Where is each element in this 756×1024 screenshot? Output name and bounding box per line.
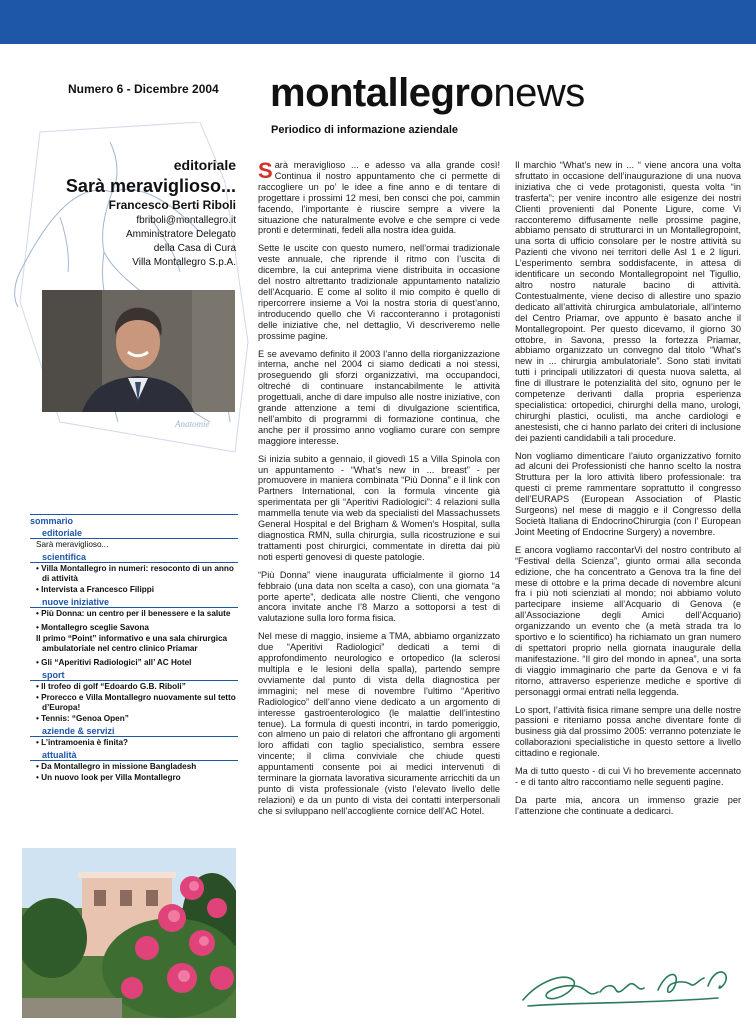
article-paragraph: E ancora vogliamo raccontarVi del nostro contributo al “Festival della Scienza”, giunto ormai alla seconda edizione, che ha concentrato a Genova tra la fine del mese di ottobre e la prima decade di novembre alcuni fra i più noti scienziati al mondo; noi abbiamo voluto partecipare insieme all’Acquario di Genova (e all’Associazione degli Amici dell’Acquario) organizzando un evento che (a metà strada tra lo sportivo e lo scientifico) ha richiamato un gran numero di spettatori proprio nella giornata inaugurale della manifestazione. “Il giro del mondo in apnea”, una sorta di viaggio immaginario che parte da Genova e vi fa ritorno, attraverso esperienze mediche e sportive di personaggi ormai entrati nella leggenda. [515,544,741,697]
logo-bold-part: montallegro [270,71,494,115]
toc-section-attualita [30,750,238,783]
toc-section-head: editoriale [30,528,238,539]
article-paragraph: E se avevamo definito il 2003 l’anno della riorganizzazione interna, anche nel 2004 ci siamo dedicati a noi stessi, proseguendo gli sforzi organizzativi, ma occupandoci, oltreché di continuare instancabilmente le attività progettuali, anche di dare impulso alle nostre iniziative, con grande attenzione a temi di divulgazione scientifica, nell’ambito di programmi di formazione continua, che anche per il prossimo anno vogliamo curare con sempre maggiore interesse. [258,348,500,446]
article-paragraph [258,160,500,236]
editorial-author-info [60,214,236,270]
newsletter-logo [270,70,585,116]
article-paragraph: Lo sport, l’attività fisica rimane sempre una delle nostre passioni e riteniamo possa anche diventare fonte di business già dal prossimo 2005: verranno potenziate le collaborazioni specialistiche in questo settore a livello cittadino e regionale. [515,704,741,759]
toc-title: sommario [30,514,238,526]
logo-light-part: news [493,71,585,115]
editorial-title: Sarà meraviglioso... [65,176,236,196]
toc-item[interactable]: • Tennis: “Genoa Open” [30,714,238,724]
article-paragraph: Da parte mia, ancora un immenso grazie per l’attenzione che continuate a dedicarci. [515,794,741,816]
issue-number: Numero 6 - Dicembre 2004 [68,82,219,96]
article-paragraph: Ma di tutto questo - di cui Vi ho brevemente accennato - e di tanto altro raccontiamo nelle seguenti pagine. [515,766,741,787]
author-signature [518,962,743,1012]
article-paragraph: “Più Donna” viene inaugurata ufficialmente il giorno 14 febbraio (una data non scelta a caso), con una giornata “a porte aperte”, dedicata alle nostre Clienti, che vengono ancora invitate anche l’8 Marzo a sottoporsi a test di valutazione sulla loro forma fisica. [258,569,500,624]
villa-flowers-photo [22,848,236,1018]
toc-item[interactable]: Il primo “Point” informativo e una sala chirurgica ambulatoriale nel centro clinico Priamar [36,634,228,653]
author-org-line2: Villa Montallegro S.p.A. [132,257,236,268]
article-paragraph: Non vogliamo dimenticare l’aiuto organizzativo fornito ad alcuni dei Professionisti che hanno scelto la nostra Struttura per la loro attività libero professionale: tra questi ci preme rammentare soprattutto il congresso dell’EURAPS (European Association of Plastic Surgeons) nel mese di maggio e il Congresso della Società Italiana di EndocrinoChirurgia (con l’ European Joint Meeting of Endocrine Surgery) a novembre. [515,450,741,537]
top-color-bar [0,0,756,44]
article-paragraph: Sette le uscite con questo numero, nell’ormai tradizionale veste annuale, che riprende il ritmo con l’uscita di dicembre, la cui anteprima viene distribuita in occasione del nostro altrettanto tradizionale appuntamento natalizio dell’Acquario. E come al solito il mio compito è quello di ripercorrere insieme a Voi la nostra storia di quest’anno, introducendo quello che Vi racconteranno i protagonisti delle iniziative che, nel dettaglio, Vi descriveremo nelle prossime pagine. [258,243,500,341]
toc-section-sport [30,670,238,724]
toc-section-head: aziende & servizi [30,726,238,737]
article-paragraph: Il marchio “What’s new in ... “ viene ancora una volta sfruttato in occasione dell’inaugurazione di una nuova iniziativa che ci vede protagonisti, questa volta “in trasferta”; per venire incontro alle esigenze dei nostri Clienti provenienti dal Ponente Ligure, come Vi racconteremo diffusamente nelle prossime pagine, abbiamo pensato di strutturarci in un Montallegropoint, una sorta di ufficio consolare per le nostre attività su Pazienti che vivono nei territori delle Asl 1 e 2 liguri. L’esperimento sembra soddisfacente, in attesa di identificare un secondo Montallegropoint nel Tigullio, altro nostro naturale bacino di attività. Contestualmente, viene deciso di allestire uno spazio dedicato all’attività chirurgica ambulatoriale, all’interno del Centro Priamar, ove appunto è basato anche il Montallegropoint. Per questo dicevamo, il giorno 30 ottobre, in Savona, presso la fortezza Priamar, abbiamo organizzato un convegno dal titolo “What’s new in ... chirurgia ambulatoriale”. Sono stati invitati tutti i principali utilizzatori di questa nuova saletta, al fine di illustrare le potenzialità del sito, ognuno per le competenze derivanti dalla propria esperienza specialistica: ortopedici, chirurghi della mano, urologi, chirurghi plastici, oculisti, ma anche cardiologi e anestesisti, che ci hanno parlato dei criteri di inclusione dei pazienti candidabili a tali procedure. [515,160,741,443]
newsletter-subtitle: Periodico di informazione aziendale [271,124,459,136]
toc-item[interactable]: • Il trofeo di golf “Edoardo G.B. Riboli” [30,682,238,692]
toc-section-scientifica [30,552,238,595]
author-role: Amministratore Delegato [125,229,236,240]
sketch-caption: Anatomie [175,419,210,429]
article-paragraph: Nel mese di maggio, insieme a TMA, abbiamo organizzato due “Aperitivi Radiologici” dedicati a temi di approfondimento neurologico e ortopedico (la sclerosi multipla e le lesioni della spalla), partendo sempre ovviamente dal punto di vista della diagnostica per immagini; nel mese di novembre l’ultimo “Aperitivo Radiologico” dell’anno viene dedicato a un argomento di interesse gastroenterologico (le malattie dell’intestino tenue). La formula di questi incontri, in tardo pomeriggio, con almeno un paio di relatori che affrontano gli argomenti loro affidati con taglio specialistico, sembra essere vincente; il clima conviviale che chiude questi appuntamenti consente poi ai medici intervenuti di terminare la giornata lavorativa sicuramente arricchiti da un punto di vista professionale (visto l’elevato livello delle relazioni) e da un punto di vista dei contatti interpersonali che si sviluppano nell’accogliente cornice dell’AC Hotel. [258,631,500,816]
editorial-section-label: editoriale [173,157,236,173]
toc-item[interactable]: • Prorecco e Villa Montallegro nuovamente sul tetto d’Europa! [30,693,238,713]
author-portrait-photo [42,290,235,412]
editorial-author: Francesco Berti Riboli [108,198,236,212]
toc-item[interactable]: • Intervista a Francesco Filippi [30,585,238,595]
toc-item[interactable]: • L’intramoenia è finita? [30,738,238,748]
toc-section-editoriale [30,528,238,550]
toc-section-nuove-iniziative [30,597,238,668]
article-dropcap: S [258,158,273,183]
toc-item[interactable]: • Gli “Aperitivi Radiologici” all’ AC Hotel [30,658,238,668]
toc-item[interactable]: • Villa Montallegro in numeri: resoconto di un anno di attività [30,564,238,584]
table-of-contents [30,514,238,783]
toc-item[interactable]: Sarà meraviglioso... [36,540,109,549]
toc-section-head: attualità [30,750,238,761]
toc-section-aziende-servizi [30,726,238,748]
toc-item[interactable]: • Da Montallegro in missione Bangladesh [30,762,238,772]
article-column-right [515,160,741,824]
article-paragraph-text: arà meraviglioso ... e adesso va alla grande così! Continua il nostro appuntamento che ci permette di raccogliere un po’ le idee a fine anno e di tentare di progettare i prossimi 12 mesi, ben consci che poi, cammin facendo, l’importante è riuscire sempre a vivere la situazione che naturalmente evolve e che sempre ci vede pronti e determinati, fedeli alla nostra idea guida. [258,160,500,236]
author-email: fbriboli@montallegro.it [136,215,236,226]
toc-section-head: scientifica [30,552,238,563]
toc-section-head: nuove iniziative [30,597,238,608]
toc-item[interactable]: • Più Donna: un centro per il benessere e la salute [30,609,238,619]
article-column-left [258,160,500,824]
author-org-line1: della Casa di Cura [153,243,236,254]
article-paragraph: Si inizia subito a gennaio, il giovedì 15 a Villa Spinola con un appuntamento - “What’s new in ... breast” - per promuovere in maniera combinata “Più Donna” e il link con Partners International, con la formula vincente già sperimentata per gli “Aperitivi Radiologici”: 4 relazioni sulla mammella tenute via web da specialisti del Massachussets General Hospital e del Brigham & Women’s Hospital, sulla diagnostica RMN, sulla chirurgia, sulla ricostruzione e sui trattamenti post chirurgici, commentate in diretta dai più noti esperti genovesi di queste patologie. [258,453,500,562]
toc-item[interactable]: • Un nuovo look per Villa Montallegro [30,773,238,783]
toc-section-head: sport [30,670,238,681]
toc-item[interactable]: • Montallegro sceglie Savona [30,623,238,633]
